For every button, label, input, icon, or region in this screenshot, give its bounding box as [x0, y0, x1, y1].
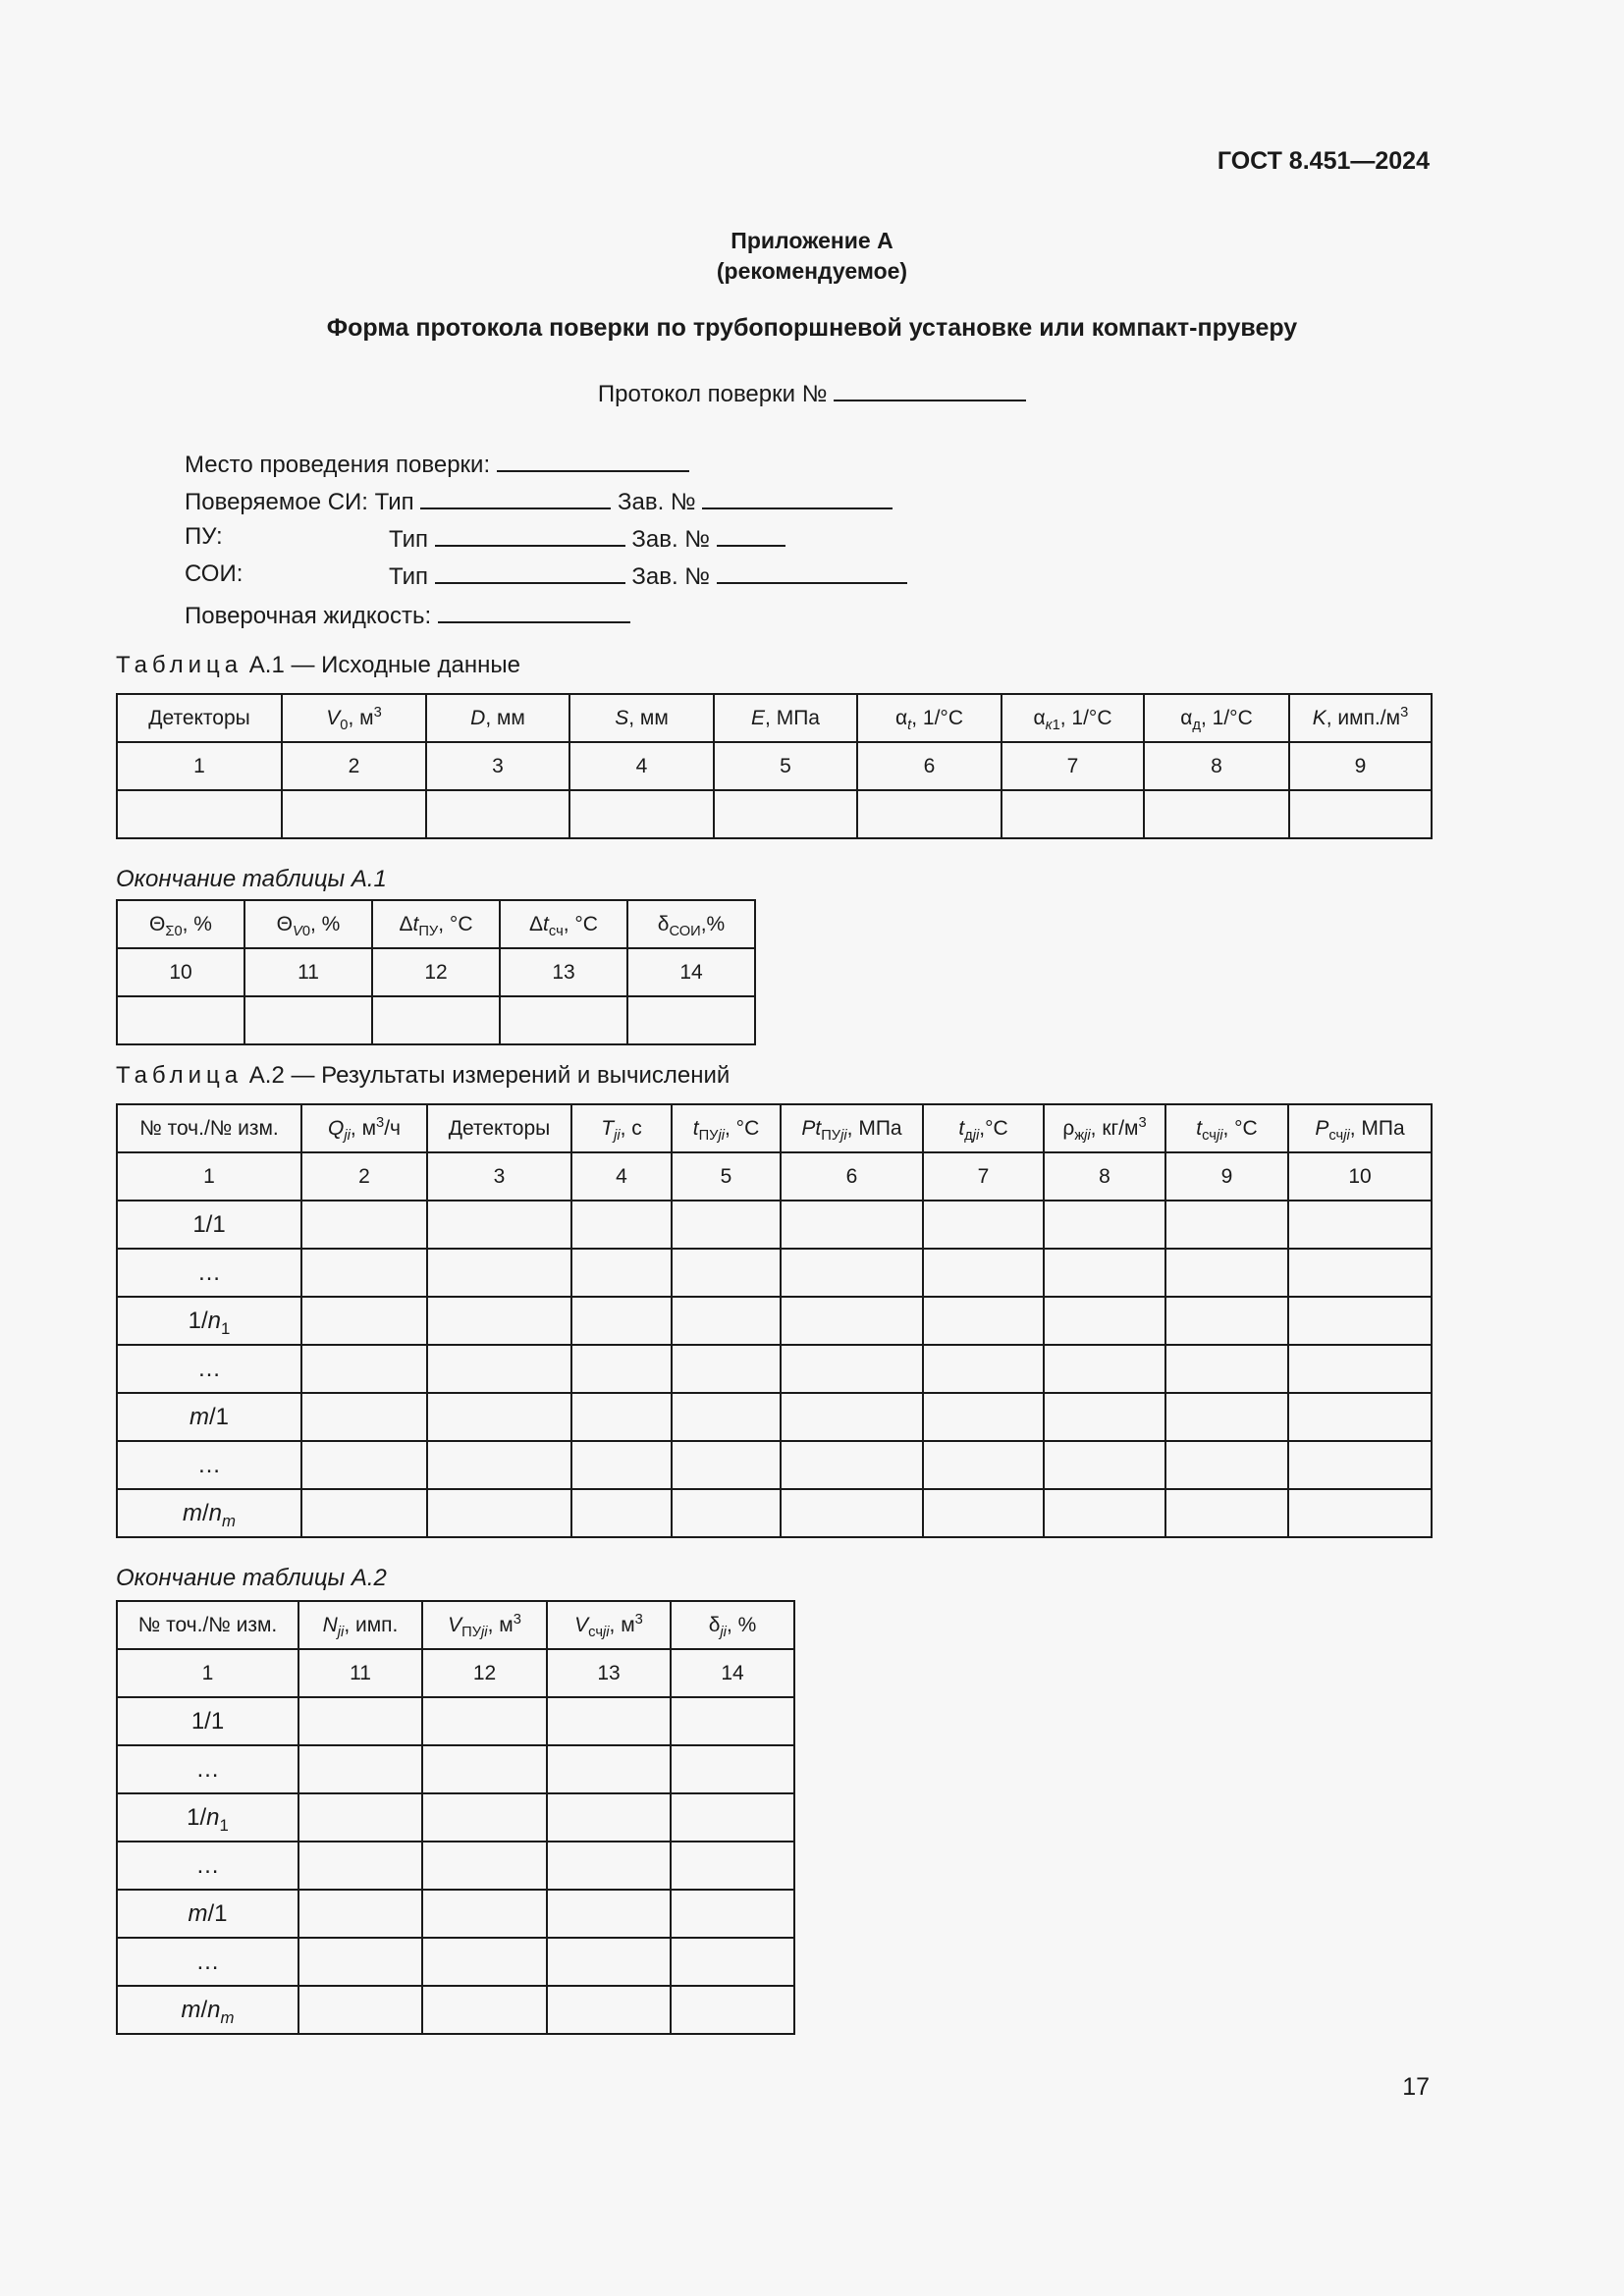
column-number: 14: [627, 948, 755, 996]
empty-cell[interactable]: [1165, 1345, 1288, 1393]
empty-cell[interactable]: [571, 1393, 672, 1441]
column-number: 7: [1001, 742, 1144, 790]
table-row: [117, 1489, 1432, 1537]
empty-cell[interactable]: [671, 1745, 794, 1793]
empty-cell[interactable]: [301, 1489, 427, 1537]
empty-cell[interactable]: [672, 1441, 781, 1489]
empty-cell[interactable]: [571, 1345, 672, 1393]
empty-cell[interactable]: [923, 1297, 1044, 1345]
empty-cell[interactable]: [547, 1697, 671, 1745]
table-row: [117, 1393, 1432, 1441]
row-label: …: [117, 1345, 301, 1393]
document-code: ГОСТ 8.451—2024: [1217, 147, 1430, 175]
row-label: …: [117, 1842, 298, 1890]
row-label: …: [117, 1745, 298, 1793]
header-cell: $P_{счji}$, МПа: [1288, 1104, 1432, 1152]
empty-cell[interactable]: [571, 1441, 672, 1489]
liquid-field: [185, 600, 630, 630]
empty-cell[interactable]: [923, 1201, 1044, 1249]
header-cell: $\Theta_{\Sigma 0}$, %: [117, 900, 244, 948]
column-number: 10: [1288, 1152, 1432, 1201]
place-field: [185, 449, 689, 479]
column-number: 13: [547, 1649, 671, 1697]
header-cell: $T_{ji}$, с: [571, 1104, 672, 1152]
table-a1-caption: [116, 652, 520, 679]
empty-cell[interactable]: [298, 1890, 422, 1938]
empty-cell[interactable]: [672, 1249, 781, 1297]
soi-label: СОИ:: [185, 561, 244, 587]
row-label: 1/1: [117, 1697, 298, 1745]
table-a1-caption-prefix: Таблица: [116, 652, 244, 678]
empty-cell[interactable]: [1044, 1393, 1165, 1441]
empty-cell[interactable]: [781, 1345, 923, 1393]
soi-type-label: Тип: [389, 563, 429, 590]
empty-cell[interactable]: [422, 1842, 547, 1890]
column-number: 6: [781, 1152, 923, 1201]
empty-cell[interactable]: [372, 996, 500, 1044]
header-cell: $t_{ПУji}$, °C: [672, 1104, 781, 1152]
empty-cell[interactable]: [671, 1938, 794, 1986]
column-number: 1: [117, 742, 282, 790]
table-row: [117, 1201, 1432, 1249]
empty-cell[interactable]: [1044, 1201, 1165, 1249]
soi-serial-blank[interactable]: [717, 561, 907, 584]
empty-cell[interactable]: [547, 1745, 671, 1793]
empty-cell[interactable]: [301, 1441, 427, 1489]
row-label: $1/n_1$: [117, 1793, 298, 1842]
empty-cell[interactable]: [1289, 790, 1432, 838]
empty-cell[interactable]: [672, 1489, 781, 1537]
table-row: [117, 1745, 794, 1793]
empty-cell[interactable]: [1165, 1393, 1288, 1441]
table-a2-end-header-row: [117, 1601, 794, 1649]
empty-cell[interactable]: [117, 790, 282, 838]
header-cell: $t_{дji},^\circ C$: [923, 1104, 1044, 1152]
column-number: 8: [1044, 1152, 1165, 1201]
table-a1-empty-row: [117, 790, 1432, 838]
empty-cell[interactable]: [301, 1297, 427, 1345]
column-number: 7: [923, 1152, 1044, 1201]
pu-serial-blank[interactable]: [717, 523, 785, 547]
row-label: $1/n_1$: [117, 1297, 301, 1345]
table-a2-caption-text: А.2 — Результаты измерений и вычислений: [248, 1062, 731, 1089]
table-row: [117, 1249, 1432, 1297]
si-label: Поверяемое СИ: Тип: [185, 489, 414, 515]
column-number: 4: [569, 742, 714, 790]
empty-cell[interactable]: [627, 996, 755, 1044]
form-title: Форма протокола поверки по трубопоршневой установке или компакт-пруверу: [326, 314, 1298, 342]
empty-cell[interactable]: [1044, 1441, 1165, 1489]
table-a2-end-number-row: [117, 1649, 794, 1697]
table-row: [117, 1697, 794, 1745]
si-serial-blank[interactable]: [702, 486, 893, 509]
table-row: [117, 1986, 794, 2034]
empty-cell[interactable]: [1288, 1297, 1432, 1345]
page-number: 17: [1402, 2073, 1430, 2101]
table-a1-caption-text: А.1 — Исходные данные: [248, 652, 520, 678]
column-number: 3: [426, 742, 569, 790]
empty-cell[interactable]: [671, 1890, 794, 1938]
empty-cell[interactable]: [301, 1393, 427, 1441]
header-cell: $Q_{ji}$, $м^3/ч$: [301, 1104, 427, 1152]
table-a2-caption: [116, 1062, 730, 1090]
header-cell: $\delta_{ji}$, %: [671, 1601, 794, 1649]
empty-cell[interactable]: [923, 1249, 1044, 1297]
empty-cell[interactable]: [547, 1938, 671, 1986]
header-cell: K, $имп./м^3$: [1289, 694, 1432, 742]
empty-cell[interactable]: [426, 790, 569, 838]
header-cell: $\alpha_д$, 1/°C: [1144, 694, 1289, 742]
empty-cell[interactable]: [422, 1938, 547, 1986]
header-cell: $\Theta_{V0}$, %: [244, 900, 372, 948]
row-label: $m/n_m$: [117, 1986, 298, 2034]
table-row: [117, 1793, 794, 1842]
empty-cell[interactable]: [427, 1297, 571, 1345]
empty-cell[interactable]: [1165, 1441, 1288, 1489]
empty-cell[interactable]: [671, 1793, 794, 1842]
pu-serial-label: Зав. №: [631, 526, 711, 553]
empty-cell[interactable]: [422, 1793, 547, 1842]
empty-cell[interactable]: [1165, 1489, 1288, 1537]
empty-cell[interactable]: [923, 1345, 1044, 1393]
empty-cell[interactable]: [301, 1201, 427, 1249]
empty-cell[interactable]: [422, 1890, 547, 1938]
empty-cell[interactable]: [422, 1697, 547, 1745]
pu-type-label: Тип: [389, 526, 429, 553]
header-cell: $N_{ji}$, имп.: [298, 1601, 422, 1649]
empty-cell[interactable]: [571, 1201, 672, 1249]
empty-cell[interactable]: [1044, 1345, 1165, 1393]
empty-cell[interactable]: [427, 1441, 571, 1489]
empty-cell[interactable]: [427, 1345, 571, 1393]
empty-cell[interactable]: [1288, 1249, 1432, 1297]
header-cell: $\rho_{жji}$, $кг/м^3$: [1044, 1104, 1165, 1152]
column-number: 14: [671, 1649, 794, 1697]
table-row: [117, 1938, 794, 1986]
empty-cell[interactable]: [301, 1249, 427, 1297]
empty-cell[interactable]: [1044, 1249, 1165, 1297]
pu-field: [389, 523, 785, 554]
empty-cell[interactable]: [1165, 1201, 1288, 1249]
empty-cell[interactable]: [714, 790, 857, 838]
empty-cell[interactable]: [301, 1345, 427, 1393]
table-a1-header-row: [117, 694, 1432, 742]
header-cell: $\alpha_{к1}$, 1/°C: [1001, 694, 1144, 742]
column-number: 10: [117, 948, 244, 996]
column-number: 5: [672, 1152, 781, 1201]
protocol-label: Протокол поверки №: [597, 381, 828, 407]
row-label: m/1: [117, 1393, 301, 1441]
table-a1-number-row: [117, 742, 1432, 790]
liquid-label: Поверочная жидкость:: [185, 603, 432, 629]
table-a2-caption-prefix: Таблица: [116, 1062, 244, 1089]
empty-cell[interactable]: [1288, 1345, 1432, 1393]
column-number: 11: [298, 1649, 422, 1697]
empty-cell[interactable]: [500, 996, 627, 1044]
table-a1-end-header-row: [117, 900, 755, 948]
empty-cell[interactable]: [298, 1745, 422, 1793]
empty-cell[interactable]: [298, 1986, 422, 2034]
table-a2-end: [116, 1600, 795, 2035]
empty-cell[interactable]: [427, 1249, 571, 1297]
soi-field: [389, 561, 907, 591]
empty-cell[interactable]: [781, 1489, 923, 1537]
header-cell: $Pt_{ПУji}$, МПа: [781, 1104, 923, 1152]
column-number: 2: [301, 1152, 427, 1201]
empty-cell[interactable]: [1288, 1201, 1432, 1249]
table-a2-end-caption: Окончание таблицы А.2: [116, 1565, 387, 1591]
appendix-subtitle: (рекомендуемое): [716, 258, 908, 284]
header-cell: Детекторы: [117, 694, 282, 742]
table-a2-header-row: [117, 1104, 1432, 1152]
empty-cell[interactable]: [571, 1297, 672, 1345]
column-number: 9: [1165, 1152, 1288, 1201]
row-label: …: [117, 1938, 298, 1986]
empty-cell[interactable]: [547, 1986, 671, 2034]
table-a1-end-number-row: [117, 948, 755, 996]
table-a1-end: [116, 899, 756, 1045]
empty-cell[interactable]: [857, 790, 1001, 838]
table-row: [117, 1441, 1432, 1489]
liquid-blank[interactable]: [438, 600, 630, 623]
empty-cell[interactable]: [547, 1842, 671, 1890]
column-number: 11: [244, 948, 372, 996]
si-field: [185, 486, 893, 516]
column-number: 5: [714, 742, 857, 790]
empty-cell[interactable]: [671, 1986, 794, 2034]
empty-cell[interactable]: [1165, 1249, 1288, 1297]
pu-label: ПУ:: [185, 523, 223, 550]
empty-cell[interactable]: [781, 1249, 923, 1297]
appendix-heading: [0, 226, 1624, 287]
column-number: 1: [117, 1649, 298, 1697]
row-label: m/1: [117, 1890, 298, 1938]
row-label: …: [117, 1441, 301, 1489]
table-a2: [116, 1103, 1433, 1538]
empty-cell[interactable]: [923, 1393, 1044, 1441]
header-cell: № точ./№ изм.: [117, 1104, 301, 1152]
column-number: 9: [1289, 742, 1432, 790]
empty-cell[interactable]: [1144, 790, 1289, 838]
table-a1-end-empty-row: [117, 996, 755, 1044]
protocol-line: [0, 378, 1624, 408]
empty-cell[interactable]: [427, 1201, 571, 1249]
table-row: [117, 1345, 1432, 1393]
empty-cell[interactable]: [672, 1345, 781, 1393]
table-a1: [116, 693, 1433, 839]
place-blank[interactable]: [497, 449, 689, 472]
column-number: 4: [571, 1152, 672, 1201]
empty-cell[interactable]: [672, 1297, 781, 1345]
empty-cell[interactable]: [569, 790, 714, 838]
protocol-number-blank[interactable]: [834, 378, 1026, 401]
header-cell: $\Delta t_{сч}$, °C: [500, 900, 627, 948]
table-row: [117, 1842, 794, 1890]
empty-cell[interactable]: [298, 1842, 422, 1890]
empty-cell[interactable]: [244, 996, 372, 1044]
header-cell: $\alpha_t$, 1/°C: [857, 694, 1001, 742]
soi-serial-label: Зав. №: [631, 563, 711, 590]
column-number: 1: [117, 1152, 301, 1201]
header-cell: E, МПа: [714, 694, 857, 742]
empty-cell[interactable]: [781, 1297, 923, 1345]
empty-cell[interactable]: [1165, 1297, 1288, 1345]
empty-cell[interactable]: [282, 790, 426, 838]
table-row: [117, 1890, 794, 1938]
header-cell: $\delta_{СОИ},\%$: [627, 900, 755, 948]
empty-cell[interactable]: [671, 1697, 794, 1745]
column-number: 12: [372, 948, 500, 996]
row-label: …: [117, 1249, 301, 1297]
empty-cell[interactable]: [672, 1393, 781, 1441]
empty-cell[interactable]: [781, 1201, 923, 1249]
empty-cell[interactable]: [1001, 790, 1144, 838]
header-cell: $V_{счji}$, $м^3$: [547, 1601, 671, 1649]
empty-cell[interactable]: [923, 1489, 1044, 1537]
empty-cell[interactable]: [427, 1393, 571, 1441]
column-number: 13: [500, 948, 627, 996]
header-cell: Детекторы: [427, 1104, 571, 1152]
column-number: 8: [1144, 742, 1289, 790]
empty-cell[interactable]: [427, 1489, 571, 1537]
empty-cell[interactable]: [298, 1793, 422, 1842]
si-serial-label: Зав. №: [617, 489, 696, 515]
empty-cell[interactable]: [1288, 1393, 1432, 1441]
empty-cell[interactable]: [571, 1489, 672, 1537]
table-a2-number-row: [117, 1152, 1432, 1201]
empty-cell[interactable]: [422, 1745, 547, 1793]
empty-cell[interactable]: [781, 1441, 923, 1489]
header-cell: $t_{счji}$, °C: [1165, 1104, 1288, 1152]
row-label: $m/n_m$: [117, 1489, 301, 1537]
header-cell: $V_0$, $м^3$: [282, 694, 426, 742]
column-number: 3: [427, 1152, 571, 1201]
empty-cell[interactable]: [547, 1890, 671, 1938]
empty-cell[interactable]: [547, 1793, 671, 1842]
header-cell: D, мм: [426, 694, 569, 742]
empty-cell[interactable]: [1288, 1441, 1432, 1489]
column-number: 12: [422, 1649, 547, 1697]
place-label: Место проведения поверки:: [185, 452, 491, 478]
empty-cell[interactable]: [298, 1938, 422, 1986]
empty-cell[interactable]: [781, 1393, 923, 1441]
pu-type-blank[interactable]: [435, 523, 625, 547]
header-cell: № точ./№ изм.: [117, 1601, 298, 1649]
empty-cell[interactable]: [672, 1201, 781, 1249]
soi-type-blank[interactable]: [435, 561, 625, 584]
si-type-blank[interactable]: [420, 486, 611, 509]
column-number: 6: [857, 742, 1001, 790]
empty-cell[interactable]: [923, 1441, 1044, 1489]
empty-cell[interactable]: [1044, 1297, 1165, 1345]
table-row: [117, 1297, 1432, 1345]
appendix-title: Приложение А: [731, 228, 893, 253]
empty-cell[interactable]: [422, 1986, 547, 2034]
empty-cell[interactable]: [1044, 1489, 1165, 1537]
column-number: 2: [282, 742, 426, 790]
header-cell: $\Delta t_{ПУ}$, °C: [372, 900, 500, 948]
empty-cell[interactable]: [298, 1697, 422, 1745]
row-label: 1/1: [117, 1201, 301, 1249]
table-a1-end-caption: Окончание таблицы А.1: [116, 866, 387, 892]
header-cell: S, мм: [569, 694, 714, 742]
empty-cell[interactable]: [117, 996, 244, 1044]
header-cell: $V_{ПУji}$, $м^3$: [422, 1601, 547, 1649]
empty-cell[interactable]: [671, 1842, 794, 1890]
empty-cell[interactable]: [571, 1249, 672, 1297]
empty-cell[interactable]: [1288, 1489, 1432, 1537]
